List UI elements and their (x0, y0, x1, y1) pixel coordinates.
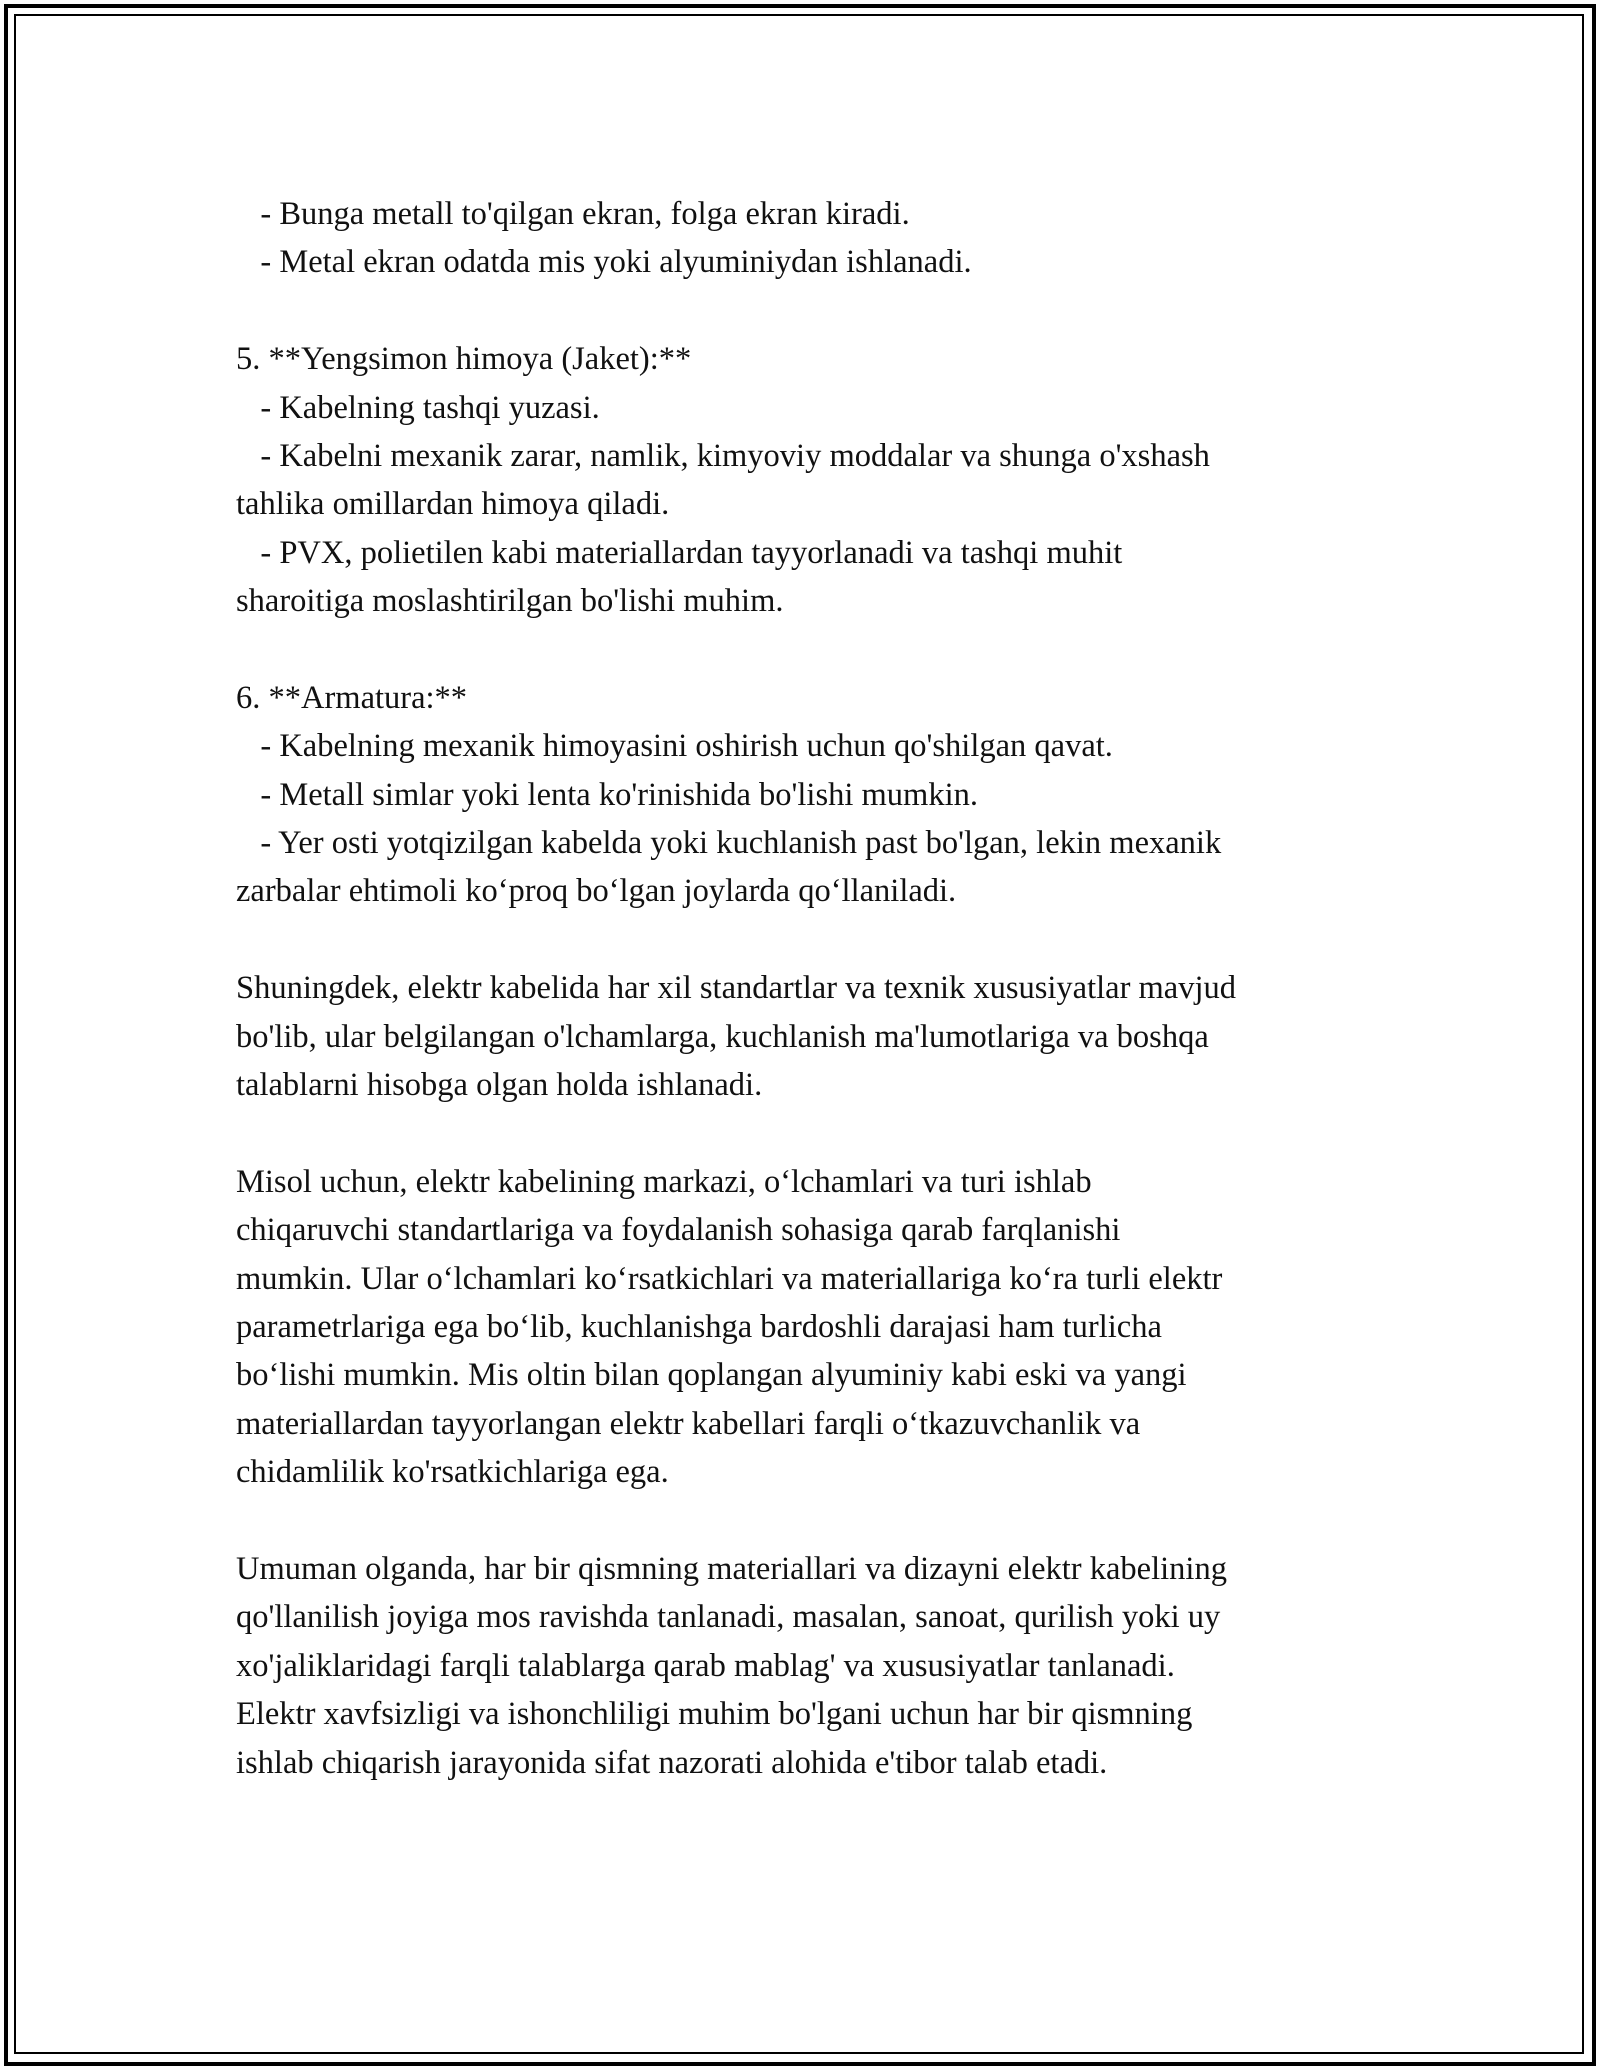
text-line: Elektr xavfsizligi va ishonchliligi muhim bo'lgani uchun har bir qismning (236, 1696, 1193, 1733)
text-line: - PVX, polietilen kabi materiallardan tayyorlanadi va tashqi muhit (236, 534, 1123, 571)
text-line: qo'llanilish joyiga mos ravishda tanlanadi, masalan, sanoat, qurilish yoki uy (236, 1599, 1221, 1636)
text-line: - Kabelni mexanik zarar, namlik, kimyoviy moddalar va shunga o'xshash (236, 437, 1210, 474)
blank-line (236, 287, 1416, 335)
text-line: Umuman olganda, har bir qismning materiallari va dizayni elektr kabelining (236, 1550, 1227, 1587)
text-line: boʻlishi mumkin. Mis oltin bilan qoplangan alyuminiy kabi eski va yangi (236, 1357, 1187, 1394)
text-line: mumkin. Ular oʻlchamlari koʻrsatkichlari va materiallariga koʻra turli elektr (236, 1260, 1223, 1297)
text-line: zarbalar ehtimoli koʻproq boʻlgan joylarda qoʻllaniladi. (236, 873, 957, 910)
text-line: parametrlariga ega boʻlib, kuchlanishga bardoshli darajasi ham turlicha (236, 1308, 1162, 1345)
text-line: - Bunga metall to'qilgan ekran, folga ekran kiradi. (236, 196, 910, 232)
text-line: bo'lib, ular belgilangan o'lchamlarga, kuchlanish ma'lumotlariga va boshqa (236, 1018, 1209, 1055)
blank-line (236, 1497, 1416, 1545)
text-line: - Metal ekran odatda mis yoki alyuminiydan ishlanadi. (236, 244, 972, 281)
text-line: - Kabelning mexanik himoyasini oshirish uchun qo'shilgan qavat. (236, 728, 1113, 765)
text-line: - Metall simlar yoki lenta ko'rinishida bo'lishi mumkin. (236, 776, 978, 813)
section-heading: 5. **Yengsimon himoya (Jaket):** (236, 341, 692, 378)
text-line: Shuningdek, elektr kabelida har xil standartlar va texnik xususiyatlar mavjud (236, 970, 1237, 1007)
text-line: ishlab chiqarish jarayonida sifat nazorati alohida e'tibor talab etadi. (236, 1744, 1108, 1781)
blank-line (236, 916, 1416, 964)
text-line: tahlika omillardan himoya qiladi. (236, 486, 670, 523)
text-line: chiqaruvchi standartlariga va foydalanish sohasiga qarab farqlanishi (236, 1212, 1121, 1249)
text-line: talablarni hisobga olgan holda ishlanadi. (236, 1067, 763, 1104)
text-line: chidamlilik ko'rsatkichlariga ega. (236, 1454, 669, 1491)
text-line: xo'jaliklaridagi farqli talablarga qarab mablag' va xususiyatlar tanlanadi. (236, 1647, 1175, 1684)
document-body (236, 190, 1416, 1787)
text-line: Misol uchun, elektr kabelining markazi, oʻlchamlari va turi ishlab (236, 1163, 1092, 1200)
text-line: - Kabelning tashqi yuzasi. (236, 389, 600, 426)
section-heading: 6. **Armatura:** (236, 679, 468, 716)
text-line: sharoitiga moslashtirilgan bo'lishi muhim. (236, 583, 784, 620)
text-line: - Yer osti yotqizilgan kabelda yoki kuchlanish past bo'lgan, lekin mexanik (236, 825, 1222, 862)
blank-line (236, 626, 1416, 674)
text-line: materiallardan tayyorlangan elektr kabellari farqli oʻtkazuvchanlik va (236, 1405, 1141, 1442)
blank-line (236, 1109, 1416, 1157)
